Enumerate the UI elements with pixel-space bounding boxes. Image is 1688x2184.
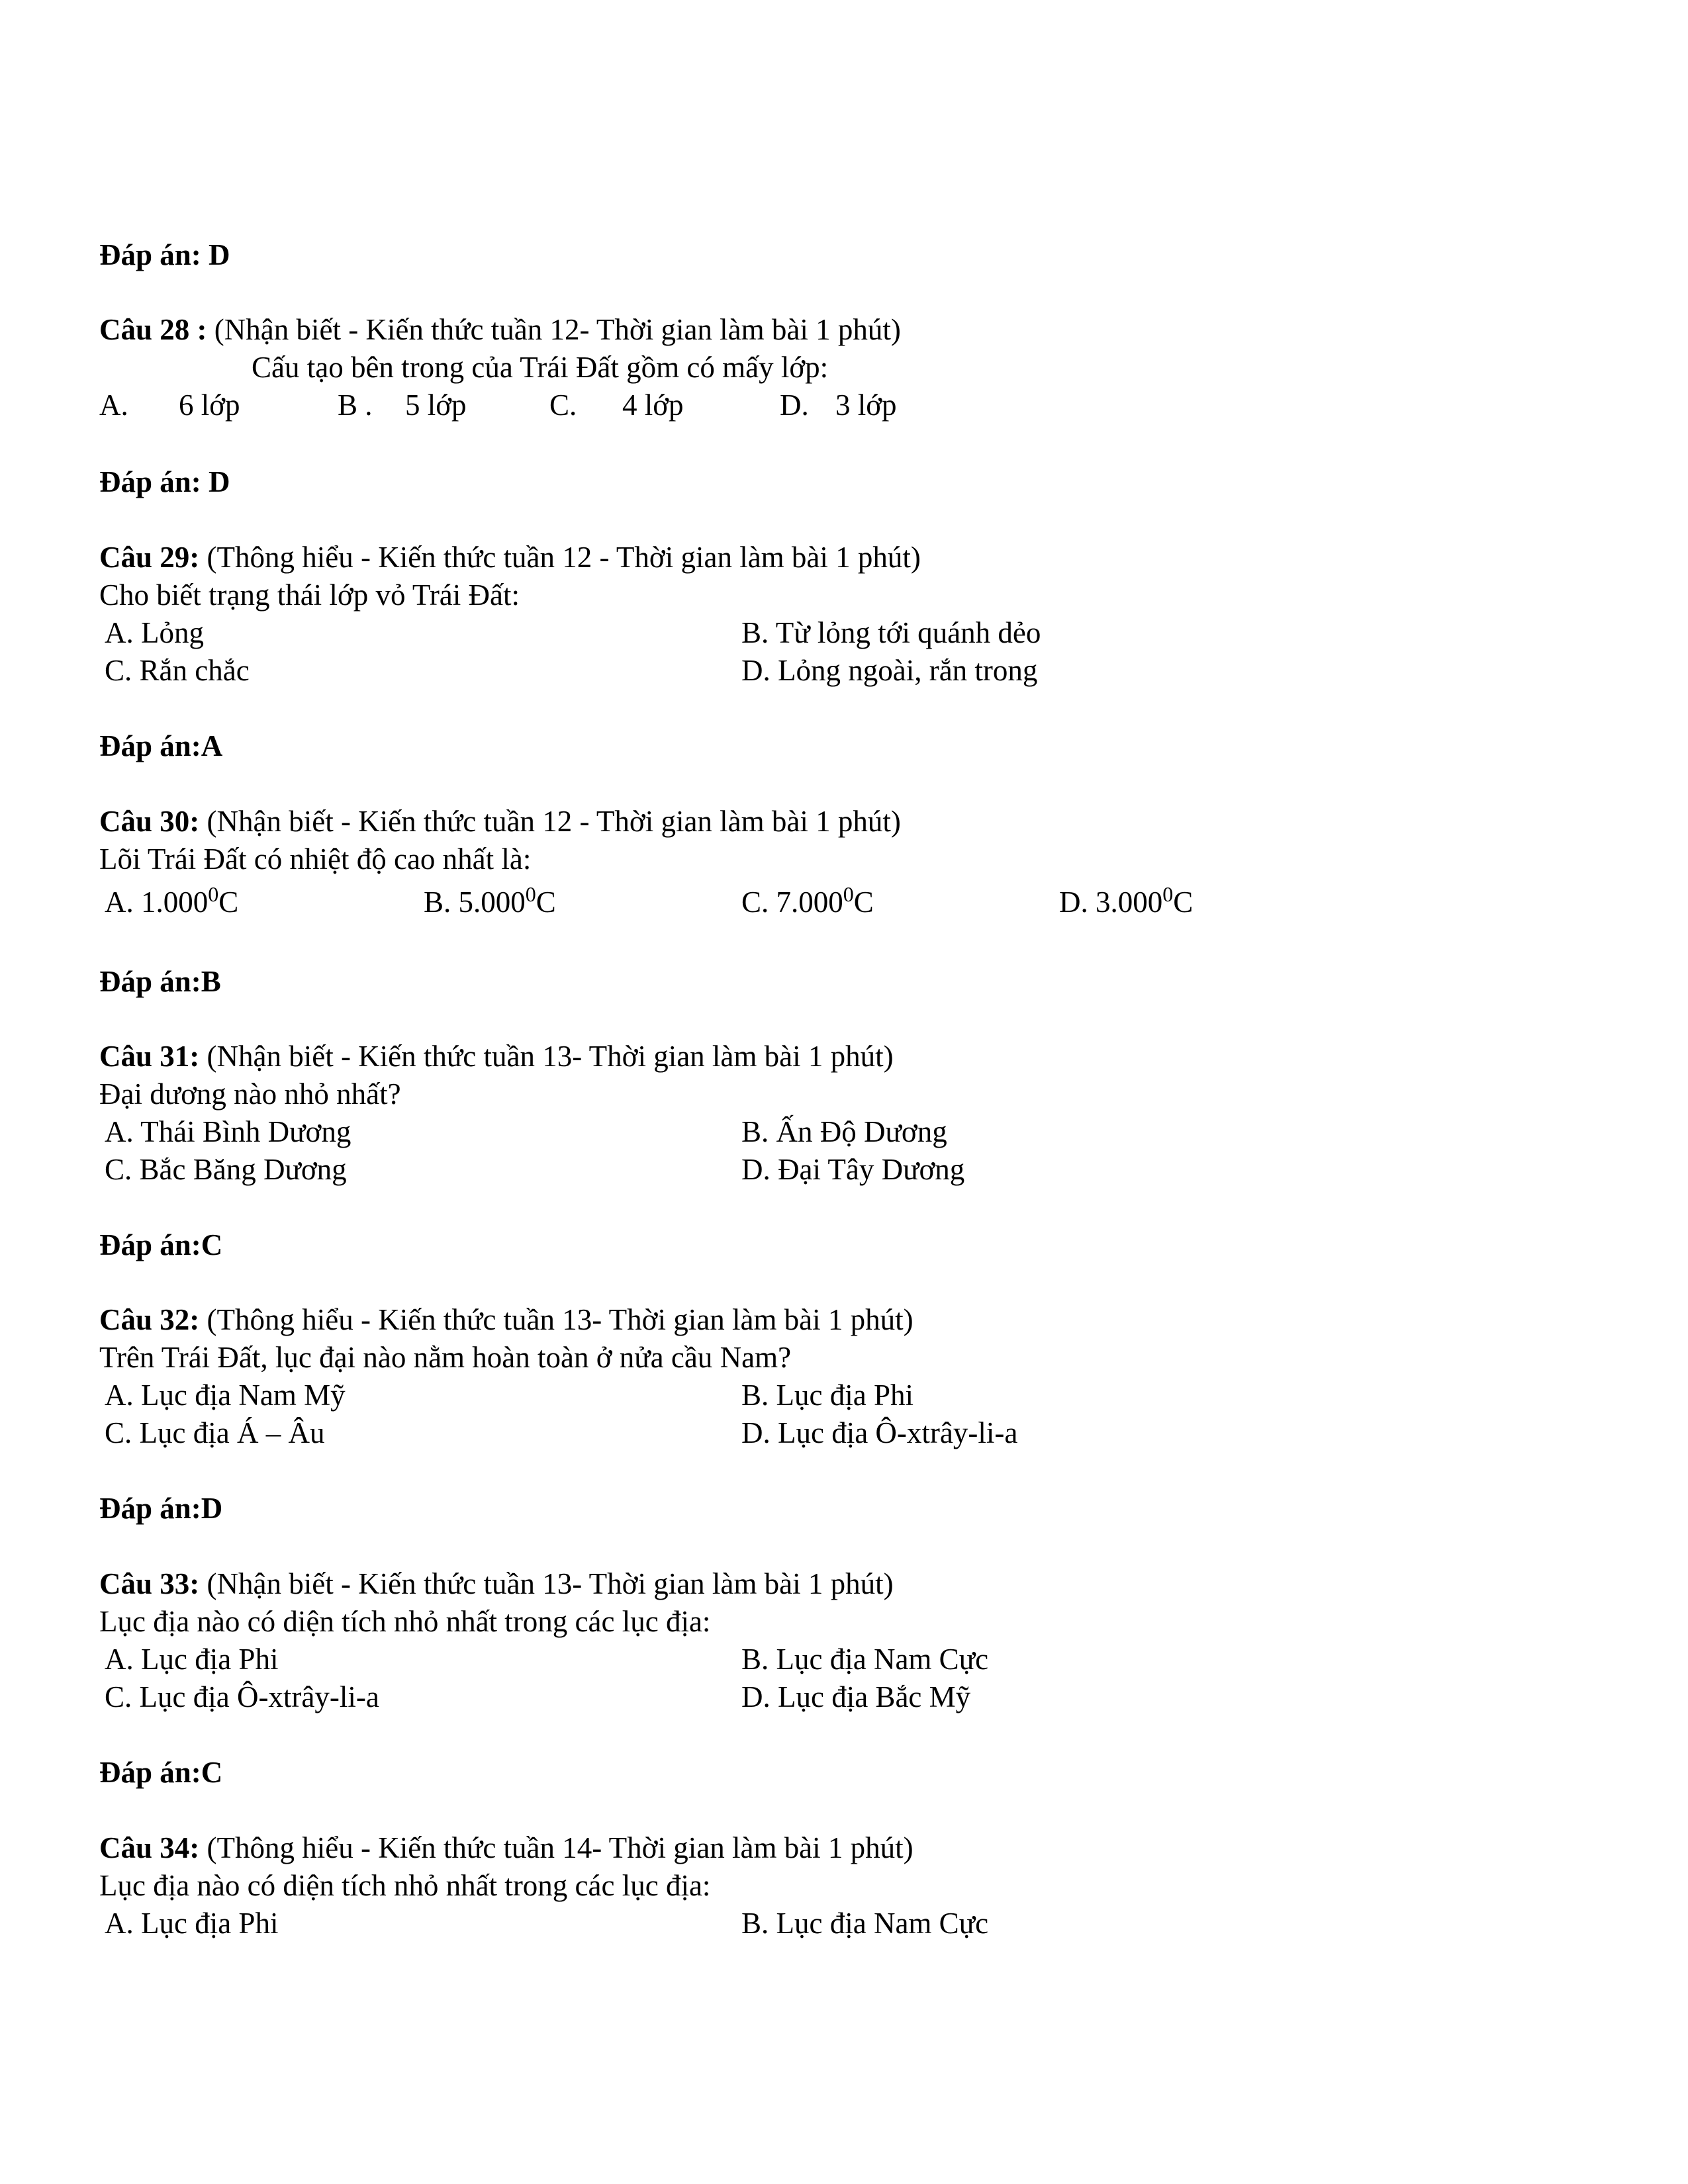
option-a: A. Lục địa Phi — [105, 1907, 279, 1940]
option-d: D. 3.000$^0$C — [1059, 882, 1194, 919]
option-b: B. Lục địa Nam Cực — [741, 1907, 989, 1940]
question-number: Câu 31: — [99, 1040, 200, 1073]
option-b: B. Từ lỏng tới quánh dẻo — [741, 616, 1041, 649]
question-header-33 — [99, 1565, 894, 1602]
option-c: C. Rắn chắc — [105, 654, 250, 687]
question-header-29 — [99, 539, 921, 576]
question-number: Câu 33: — [99, 1567, 200, 1600]
question-number: Câu 34: — [99, 1831, 200, 1864]
question-meta: (Nhận biết - Kiến thức tuần 12- Thời gian làm bài 1 phút) — [207, 313, 901, 346]
answer-line: Đáp án:A — [99, 729, 223, 762]
answer-line: Đáp án:D — [99, 1492, 223, 1525]
option-b: B. Lục địa Phi — [741, 1379, 914, 1412]
option-text: 3 lớp — [835, 388, 897, 422]
option-a: A. 1.000$^0$C — [105, 882, 239, 919]
answer-line: Đáp án:C — [99, 1228, 223, 1261]
question-text-29: Cho biết trạng thái lớp vỏ Trái Đất: — [99, 578, 520, 612]
answer-line: Đáp án:B — [99, 965, 221, 998]
question-number: Câu 29: — [99, 541, 200, 574]
option-d: D. Lục địa Bắc Mỹ — [741, 1680, 971, 1713]
question-text-34: Lục địa nào có diện tích nhỏ nhất trong các lục địa: — [99, 1869, 711, 1902]
option-a: A. Lục địa Nam Mỹ — [105, 1379, 346, 1412]
option-text: 6 lớp — [179, 388, 240, 422]
question-meta: (Nhận biết - Kiến thức tuần 12 - Thời gian làm bài 1 phút) — [199, 805, 901, 838]
option-d: D. Lục địa Ô-xtrây-li-a — [741, 1416, 1018, 1449]
question-meta: (Nhận biết - Kiến thức tuần 13- Thời gian làm bài 1 phút) — [199, 1040, 894, 1073]
question-header-30 — [99, 803, 901, 840]
option-letter: C. — [549, 388, 577, 422]
question-text-33: Lục địa nào có diện tích nhỏ nhất trong các lục địa: — [99, 1605, 711, 1638]
question-number: Câu 30: — [99, 805, 200, 838]
option-text: 4 lớp — [622, 388, 684, 422]
question-number: Câu 28 : — [99, 313, 207, 346]
question-header-31 — [99, 1038, 894, 1075]
answer-line: Đáp án: D — [99, 238, 230, 271]
question-meta: (Thông hiểu - Kiến thức tuần 13- Thời gian làm bài 1 phút) — [199, 1303, 914, 1336]
question-header-34 — [99, 1829, 914, 1866]
option-c: C. Lục địa Ô-xtrây-li-a — [105, 1680, 379, 1713]
option-a: A. Thái Bình Dương — [105, 1115, 352, 1148]
question-text-30: Lõi Trái Đất có nhiệt độ cao nhất là: — [99, 842, 532, 876]
question-meta: (Thông hiểu - Kiến thức tuần 12 - Thời gian làm bài 1 phút) — [199, 541, 921, 574]
question-header-32 — [99, 1301, 914, 1338]
option-a: A. Lục địa Phi — [105, 1643, 279, 1676]
question-text-32: Trên Trái Đất, lục đại nào nằm hoàn toàn ở nửa cầu Nam? — [99, 1341, 792, 1374]
answer-line: Đáp án: D — [99, 465, 230, 498]
question-text-28: Cấu tạo bên trong của Trái Đất gồm có mấy lớp: — [252, 351, 829, 384]
option-c: C. Lục địa Á – Âu — [105, 1416, 325, 1449]
option-b: B. Lục địa Nam Cực — [741, 1643, 989, 1676]
option-d: D. Đại Tây Dương — [741, 1153, 965, 1186]
option-b: B. 5.000$^0$C — [424, 882, 556, 919]
question-text-31: Đại dương nào nhỏ nhất? — [99, 1077, 401, 1111]
question-header-28 — [99, 311, 901, 348]
option-text: 5 lớp — [405, 388, 467, 422]
question-meta: (Thông hiểu - Kiến thức tuần 14- Thời gian làm bài 1 phút) — [199, 1831, 914, 1864]
question-number: Câu 32: — [99, 1303, 200, 1336]
question-meta: (Nhận biết - Kiến thức tuần 13- Thời gian làm bài 1 phút) — [199, 1567, 894, 1600]
option-d: D. Lỏng ngoài, rắn trong — [741, 654, 1038, 687]
option-letter: D. — [780, 388, 809, 422]
option-b: B. Ấn Độ Dương — [741, 1115, 947, 1148]
option-letter: B . — [338, 388, 373, 422]
option-c: C. Bắc Băng Dương — [105, 1153, 347, 1186]
answer-line: Đáp án:C — [99, 1756, 223, 1789]
option-letter: A. — [99, 388, 128, 422]
option-a: A. Lỏng — [105, 616, 204, 649]
option-c: C. 7.000$^0$C — [741, 882, 874, 919]
